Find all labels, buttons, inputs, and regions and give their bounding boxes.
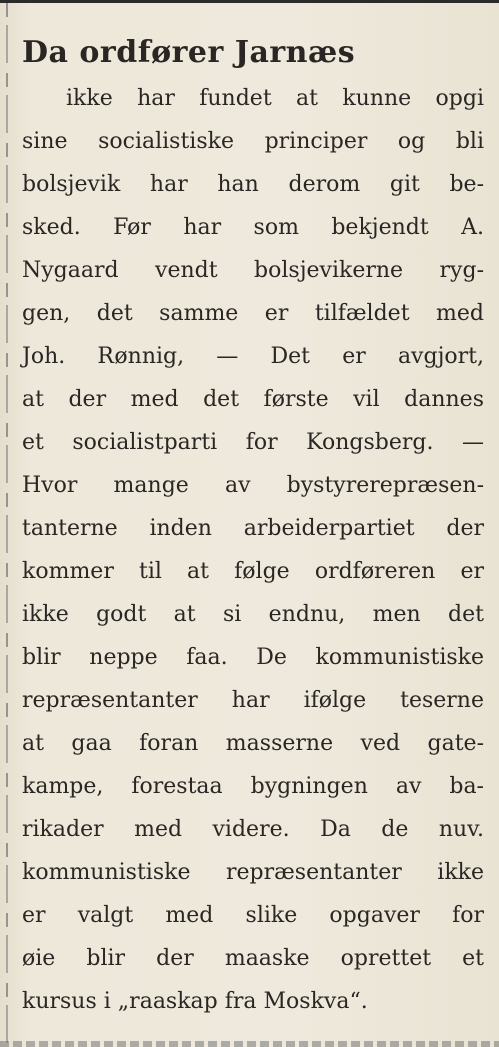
article <box>22 33 484 1023</box>
article-line: gen, det samme er tilfældet med <box>22 301 484 326</box>
article-line: kampe, forestaa bygningen av ba- <box>22 774 484 799</box>
article-line: at gaa foran masserne ved gate- <box>22 731 484 756</box>
article-line: repræsentanter har ifølge teserne <box>22 688 484 713</box>
article-line: blir neppe faa. De kommunistiske <box>22 645 484 670</box>
article-line: kommunistiske repræsentanter ikke <box>22 860 484 885</box>
article-line: ikke godt at si endnu, men det <box>22 602 484 627</box>
article-line: bolsjevik har han derom git be- <box>22 172 484 197</box>
article-line: ikke har fundet at kunne opgi <box>66 86 484 111</box>
article-line: kursus i „raaskap fra Moskva“. <box>22 989 368 1014</box>
page-edge <box>0 1041 499 1047</box>
article-line: at der med det første vil dannes <box>22 387 484 412</box>
article-line: sked. Før har som bekjendt A. <box>22 215 484 240</box>
article-line: tanterne inden arbeiderpartiet der <box>22 516 484 541</box>
article-line: kommer til at følge ordføreren er <box>22 559 484 584</box>
article-line: sine socialistiske principer og bli <box>22 129 484 154</box>
article-line: øie blir der maaske oprettet et <box>22 946 484 971</box>
article-line: Hvor mange av bystyrerepræsen- <box>22 473 484 498</box>
article-line: rikader med videre. Da de nuv. <box>22 817 484 842</box>
article-line: er valgt med slike opgaver for <box>22 903 484 928</box>
article-line: Joh. Rønnig, — Det er avgjort, <box>22 344 484 369</box>
article-line: Nygaard vendt bolsjevikerne ryg- <box>22 258 484 283</box>
column-rule <box>6 3 8 1047</box>
article-headline: Da ordfører Jarnæs <box>22 35 356 70</box>
article-line: et socialistparti for Kongsberg. — <box>22 430 484 455</box>
